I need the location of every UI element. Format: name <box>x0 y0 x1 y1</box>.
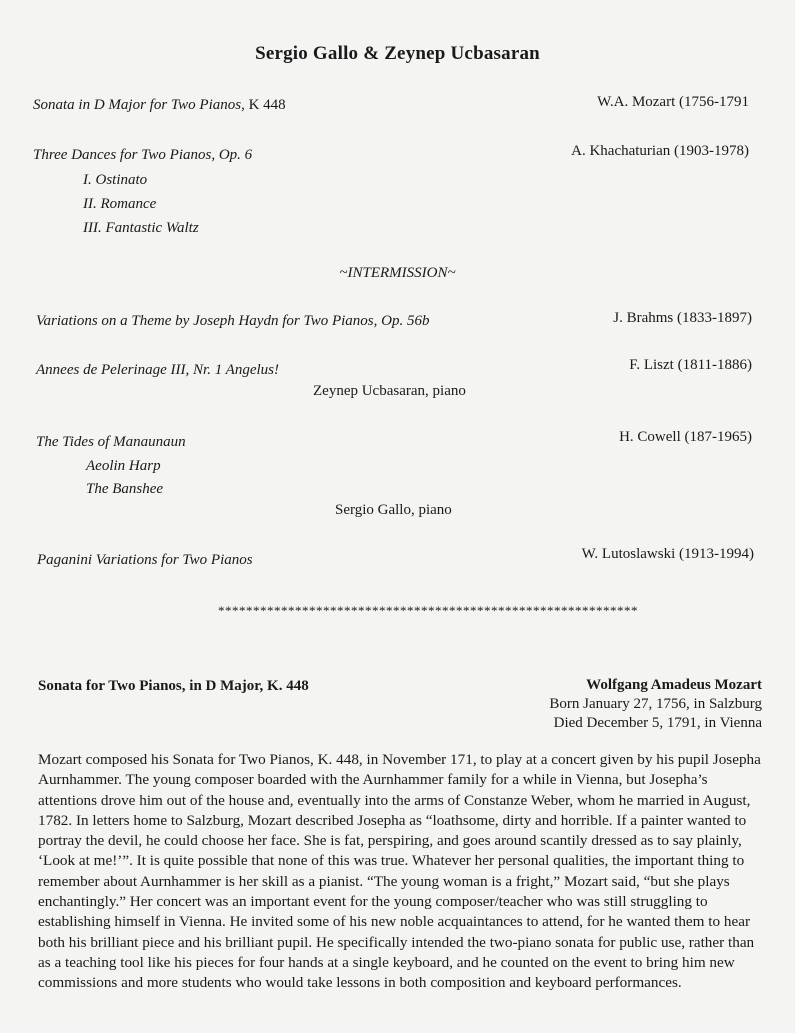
composer-lutoslawski: W. Lutoslawski (1913-1994) <box>581 546 754 562</box>
work-khachaturian: Three Dances for Two Pianos, Op. 6 <box>33 147 253 163</box>
composer-liszt: F. Liszt (1811-1886) <box>629 357 752 373</box>
composer-cowell: H. Cowell (187-1965) <box>619 429 752 445</box>
movement-item: The Banshee <box>86 481 164 497</box>
note-composer-block <box>549 676 762 733</box>
star-separator: ************************************************************ <box>218 603 638 618</box>
note-composer-born: Born January 27, 1756, in Salzburg <box>549 696 762 712</box>
note-title: Sonata for Two Pianos, in D Major, K. 448 <box>38 678 309 694</box>
performer-ucbasaran: Zeynep Ucbasaran, piano <box>313 383 466 399</box>
work-catalog: K 448 <box>244 97 286 113</box>
work-mozart-sonata <box>33 97 286 114</box>
work-cowell: The Tides of Manaunaun <box>36 434 186 450</box>
movement-item: III. Fantastic Waltz <box>83 220 199 236</box>
work-liszt: Annees de Pelerinage III, Nr. 1 Angelus! <box>36 362 279 378</box>
movement-item: I. Ostinato <box>83 172 148 188</box>
note-composer-died: Died December 5, 1791, in Vienna <box>553 715 762 731</box>
composer-khachaturian: A. Khachaturian (1903-1978) <box>571 143 749 159</box>
movement-item: Aeolin Harp <box>86 458 161 474</box>
intermission-label: ~INTERMISSION~ <box>339 265 456 281</box>
work-brahms: Variations on a Theme by Joseph Haydn for Two Pianos, Op. 56b <box>36 313 430 329</box>
page-title: Sergio Gallo & Zeynep Ucbasaran <box>255 43 540 64</box>
composer-mozart: W.A. Mozart (1756-1791 <box>597 94 749 110</box>
composer-brahms: J. Brahms (1833-1897) <box>613 310 752 326</box>
work-title: Sonata in D Major for Two Pianos, <box>33 97 245 113</box>
performer-gallo: Sergio Gallo, piano <box>335 502 452 518</box>
movement-item: II. Romance <box>83 196 157 212</box>
note-composer-name: Wolfgang Amadeus Mozart <box>586 677 762 693</box>
work-lutoslawski: Paganini Variations for Two Pianos <box>37 552 253 568</box>
program-note-body: Mozart composed his Sonata for Two Pianos, K. 448, in November 171, to play at a concert given by his pupil Josepha Aurnhammer. The young composer boarded with the Aurnhammer family for a while in Vienna, but Josepha’s attentions drove him out of the house and, eventually into the arms of Constanze Weber, whom he married in August, 1782. In letters home to Salzburg, Mozart described Josepha as “loathsome, dirty and horrible. If a painter wanted to portray the devil, he could choose her face. She is fat, perspiring, and goes around scantily dressed as to say plainly, ‘Look at me!’”. It is quite possible that none of this was true. Whatever her personal qualities, the important thing to remember about Aurnhammer is her skill as a pianist. “The young woman is a fright,” Mozart said, “but she plays enchantingly.” Her concert was an important event for the young composer/teacher who was still struggling to establishing himself in Vienna. He invited some of his new noble acquaintances to attend, for he wanted them to hear both his brilliant piece and his brilliant pupil. He specifically intended the two-piano sonata for public use, rather than as a teaching tool like his pieces for four hands at a single keyboard, and he counted on the event to bring him new commissions and more students who would take lessons in both composition and keyboard performances. <box>38 751 761 992</box>
